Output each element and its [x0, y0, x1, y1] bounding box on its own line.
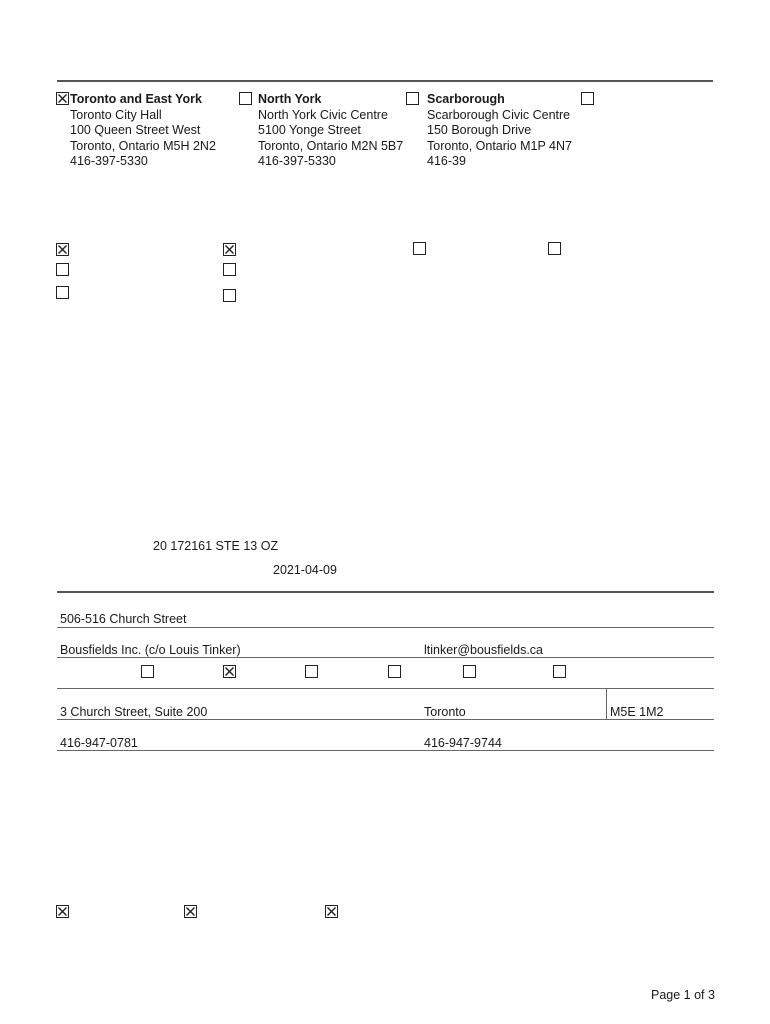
office-street: 100 Queen Street West [70, 123, 201, 137]
application-type-checkbox[interactable] [223, 289, 236, 302]
office-toronto-east-york [70, 92, 216, 170]
office-name: Toronto and East York [70, 92, 202, 106]
section-rule [57, 591, 714, 593]
office-scarborough [427, 92, 572, 170]
applicant-role-checkbox[interactable] [223, 665, 236, 678]
office-building: Scarborough Civic Centre [427, 107, 571, 122]
application-type-checkbox[interactable] [223, 263, 236, 276]
property-address: 506-516 Church Street [60, 612, 187, 626]
applicant-email: ltinker@bousfields.ca [424, 643, 543, 657]
check-x-icon [224, 666, 235, 677]
applicant-role-checkbox[interactable] [305, 665, 318, 678]
application-type-checkbox[interactable] [223, 243, 236, 256]
office-checkbox-toronto-east-york[interactable] [56, 92, 69, 105]
applicant-city: Toronto [424, 705, 466, 719]
office-street: 5100 Yonge Street [258, 123, 361, 137]
check-x-icon [57, 244, 68, 255]
file-number: 20 172161 STE 13 OZ [153, 539, 279, 553]
application-type-checkbox[interactable] [56, 263, 69, 276]
page-number: Page 1 of 3 [651, 988, 715, 1002]
field-underline [57, 657, 714, 658]
applicant-street: 3 Church Street, Suite 200 [60, 705, 208, 719]
office-city: Toronto, Ontario M1P 4N7 [427, 138, 572, 153]
application-type-checkbox[interactable] [413, 242, 426, 255]
office-building: Toronto City Hall [70, 107, 162, 122]
office-phone: 416-39 [427, 154, 466, 168]
check-x-icon [224, 244, 235, 255]
postal-code-divider [606, 688, 607, 720]
applicant-role-checkbox[interactable] [388, 665, 401, 678]
application-type-checkbox[interactable] [56, 243, 69, 256]
field-underline [57, 750, 714, 751]
office-city: Toronto, Ontario M5H 2N2 [70, 138, 216, 153]
field-underline [57, 719, 714, 720]
applicant-role-checkbox[interactable] [463, 665, 476, 678]
declaration-checkbox[interactable] [325, 905, 338, 918]
office-checkbox-scarborough[interactable] [406, 92, 419, 105]
applicant-role-checkbox[interactable] [141, 665, 154, 678]
office-checkbox-north-york[interactable] [239, 92, 252, 105]
check-x-icon [326, 906, 337, 917]
application-date: 2021-04-09 [273, 563, 337, 577]
field-underline [57, 627, 714, 628]
check-x-icon [57, 93, 68, 104]
declaration-checkbox[interactable] [56, 905, 69, 918]
applicant-phone: 416-947-0781 [60, 736, 138, 750]
office-north-york [258, 92, 403, 170]
application-type-checkbox[interactable] [56, 286, 69, 299]
applicant-name: Bousfields Inc. (c/o Louis Tinker) [60, 643, 241, 657]
check-x-icon [185, 906, 196, 917]
office-name: North York [258, 92, 322, 106]
applicant-role-checkbox[interactable] [553, 665, 566, 678]
top-rule [57, 80, 713, 82]
check-x-icon [57, 906, 68, 917]
field-underline [57, 688, 714, 689]
office-phone: 416-397-5330 [70, 154, 148, 168]
office-phone: 416-397-5330 [258, 154, 336, 168]
office-building: North York Civic Centre [258, 107, 388, 122]
office-city: Toronto, Ontario M2N 5B7 [258, 138, 404, 153]
office-name: Scarborough [427, 92, 505, 106]
applicant-postal-code: M5E 1M2 [610, 705, 664, 719]
applicant-fax: 416-947-9744 [424, 736, 502, 750]
office-checkbox-etobicoke[interactable] [581, 92, 594, 105]
application-type-checkbox[interactable] [548, 242, 561, 255]
declaration-checkbox[interactable] [184, 905, 197, 918]
office-street: 150 Borough Drive [427, 123, 532, 137]
